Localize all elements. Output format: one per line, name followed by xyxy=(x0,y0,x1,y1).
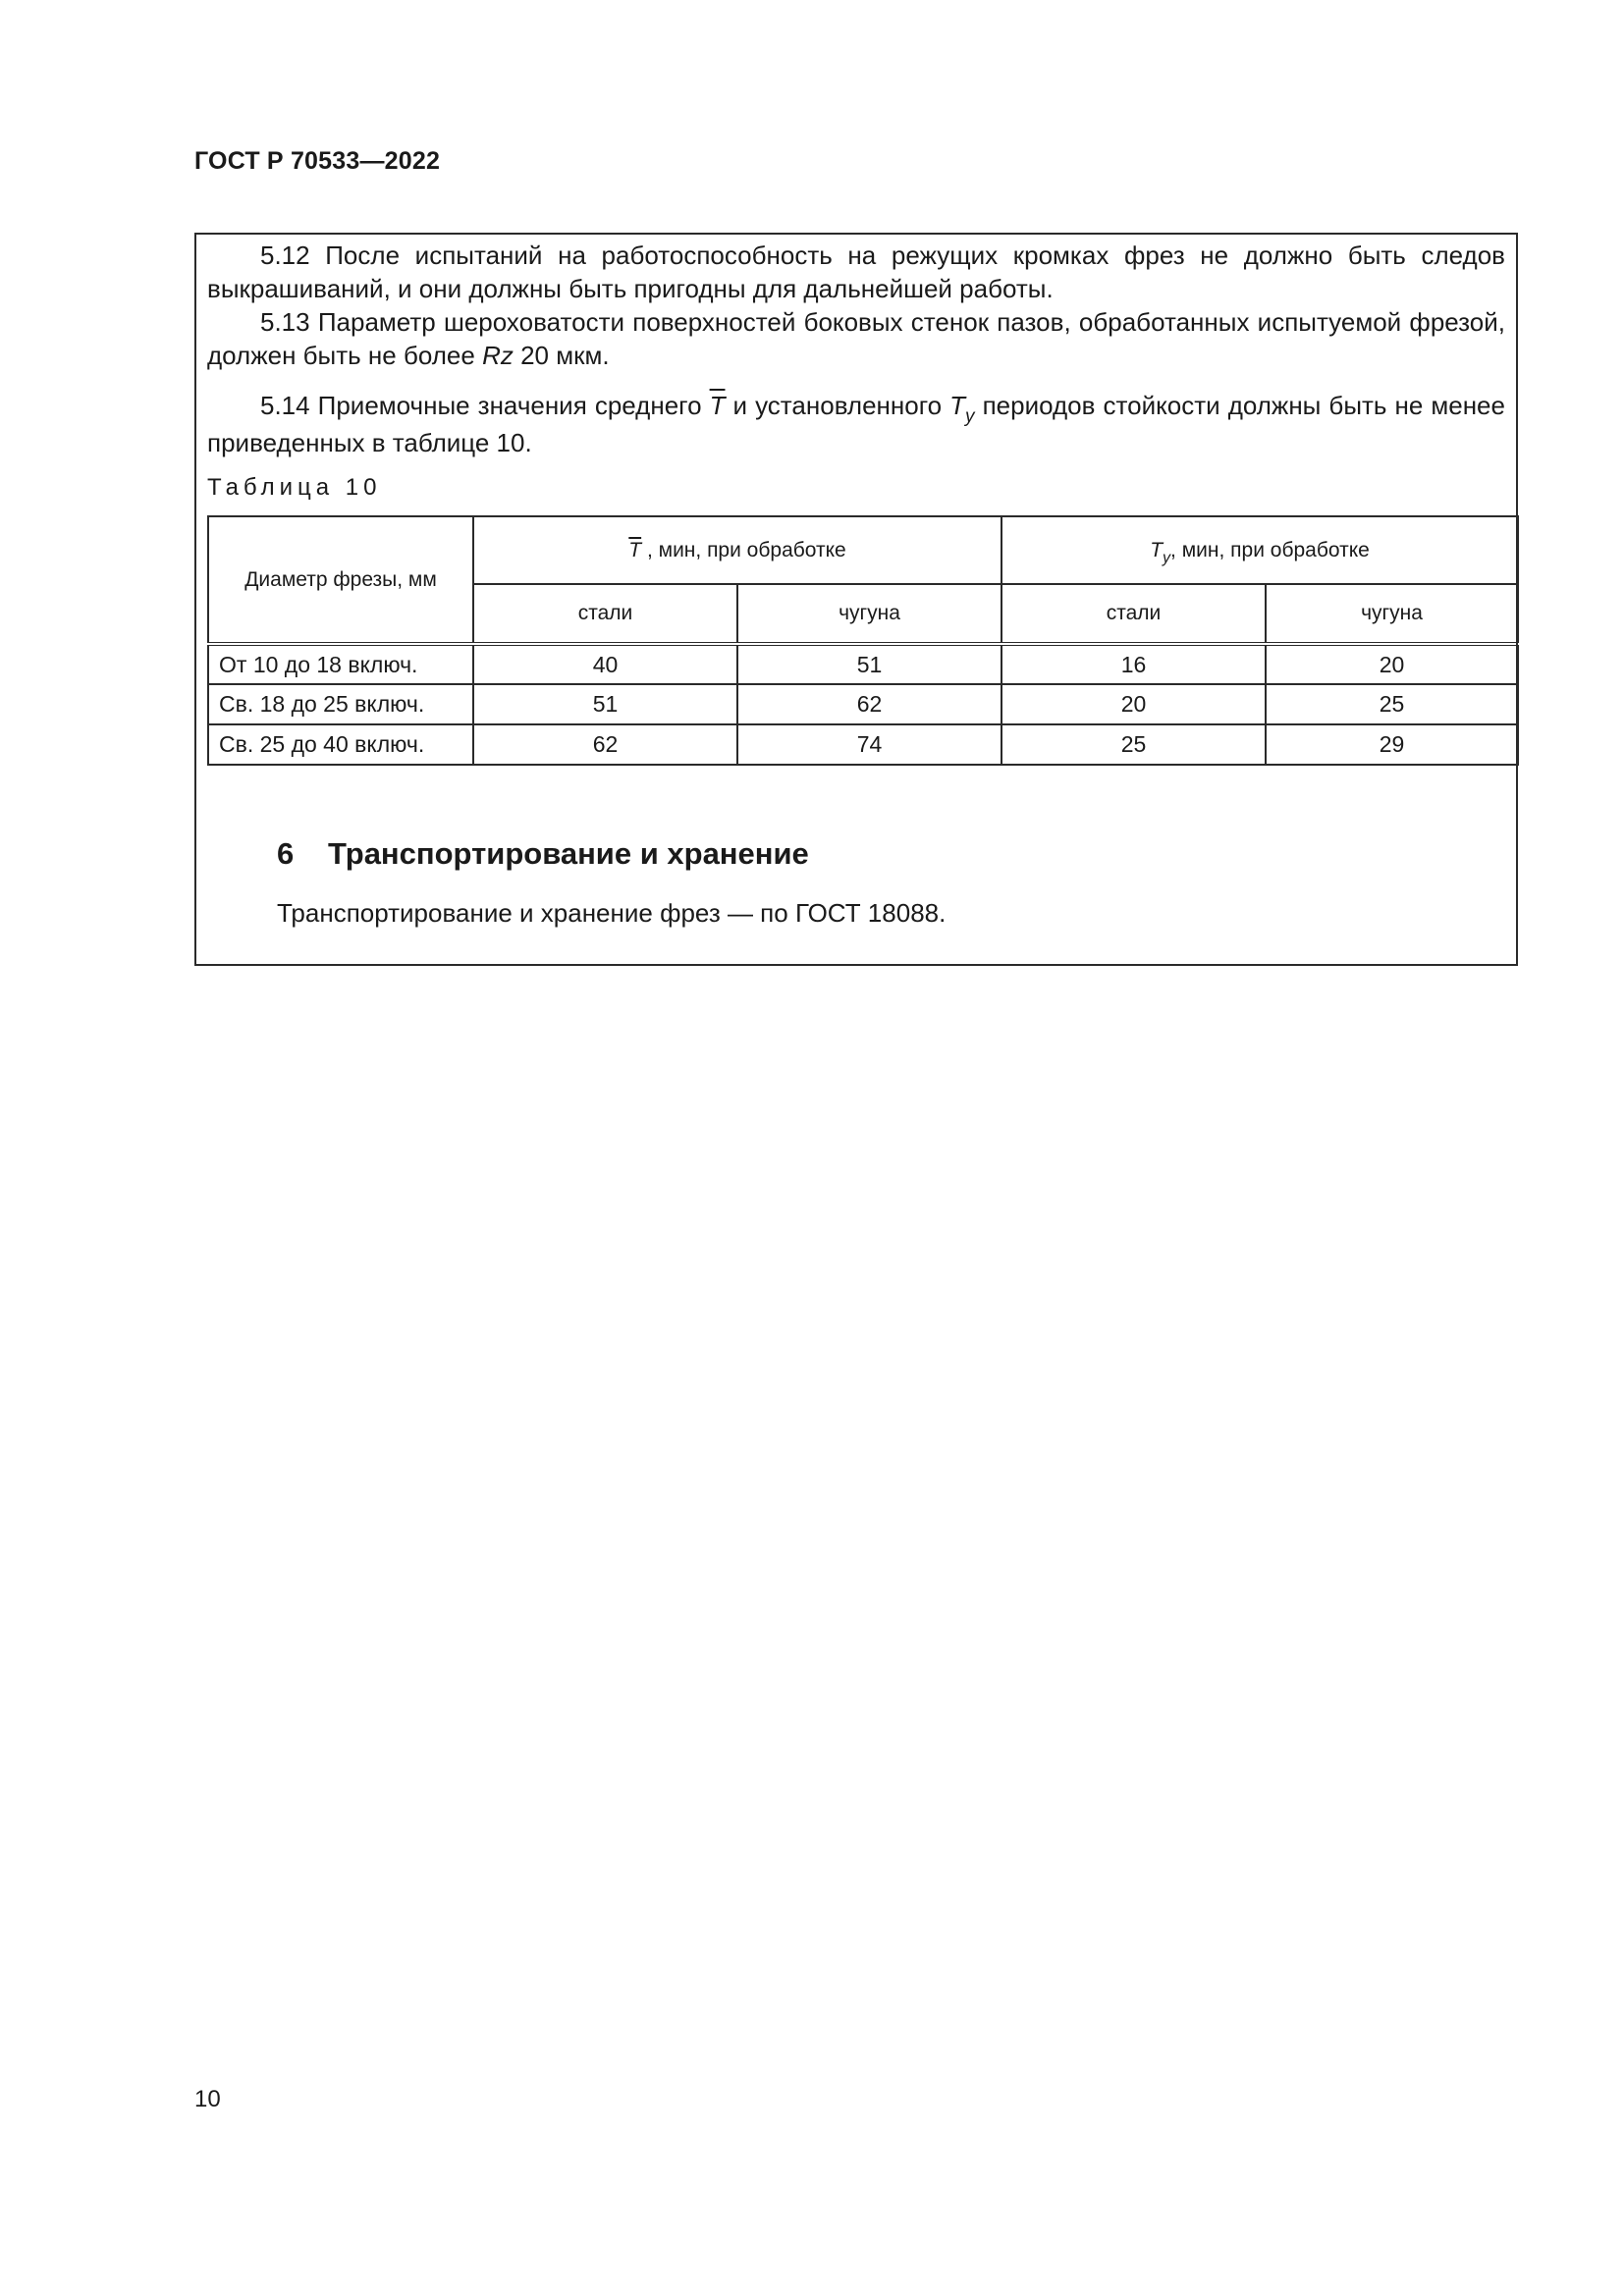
cell-t-iron: 51 xyxy=(737,644,1001,684)
header-t-mean-var: $\overline{T}$ xyxy=(628,538,642,561)
cell-diameter: Св. 25 до 40 включ. xyxy=(208,724,473,765)
paragraph-5-14-text-b: и установленного xyxy=(725,391,950,420)
table-row xyxy=(208,644,1518,684)
header-ty-var: T xyxy=(1150,538,1164,561)
paragraph-5-14-text-a: 5.14 Приемочные значения среднего xyxy=(260,391,710,420)
paragraph-5-13-text-after: 20 мкм. xyxy=(513,341,610,370)
cell-ty-steel: 16 xyxy=(1001,644,1266,684)
section-6-number: 6 xyxy=(277,836,295,871)
cell-t-iron: 62 xyxy=(737,684,1001,724)
cell-t-steel: 62 xyxy=(473,724,737,765)
cell-diameter: Св. 18 до 25 включ. xyxy=(208,684,473,724)
cell-ty-iron: 20 xyxy=(1266,644,1518,684)
subheader-steel-1: стали xyxy=(473,584,737,644)
table-header-row xyxy=(208,516,1518,584)
ty-variable: T xyxy=(949,391,966,420)
paragraph-5-13-text-before: 5.13 Параметр шероховатости поверхностей боковых стенок пазов, обработанных испытуемой фрезой, должен быть не более xyxy=(207,307,1505,370)
paragraph-5-14 xyxy=(207,389,1505,459)
durability-table xyxy=(207,515,1519,766)
ty-subscript: y xyxy=(965,406,975,427)
table-row xyxy=(208,684,1518,724)
paragraph-5-12 xyxy=(207,239,1505,305)
header-diameter: Диаметр фрезы, мм xyxy=(208,516,473,644)
t-mean-variable: $\overline{T}$ xyxy=(709,391,726,420)
cell-ty-steel: 20 xyxy=(1001,684,1266,724)
section-6-title xyxy=(277,836,809,872)
subheader-iron-1: чугуна xyxy=(737,584,1001,644)
paragraph-5-14-text-c: периодов стойкости должны быть не менее приведенных в таблице 10. xyxy=(207,391,1505,457)
cell-ty-iron: 25 xyxy=(1266,684,1518,724)
cell-ty-steel: 25 xyxy=(1001,724,1266,765)
cell-ty-iron: 29 xyxy=(1266,724,1518,765)
header-ty xyxy=(1001,516,1518,584)
header-ty-sub: y xyxy=(1163,549,1171,566)
header-ty-label: , мин, при обработке xyxy=(1170,538,1370,561)
paragraph-5-12-text: 5.12 После испытаний на работоспособность на режущих кромках фрез не должно быть следов выкрашиваний, и они должны быть пригодны для дальнейшей работы. xyxy=(207,240,1505,303)
subheader-iron-2: чугуна xyxy=(1266,584,1518,644)
document-header: ГОСТ Р 70533—2022 xyxy=(194,147,441,175)
section-6-title-text: Транспортирование и хранение xyxy=(328,836,809,871)
section-6-text: Транспортирование и хранение фрез — по ГОСТ 18088. xyxy=(277,898,947,928)
table-caption: Таблица 10 xyxy=(207,474,382,501)
rz-variable: Rz xyxy=(482,341,514,370)
cell-diameter: От 10 до 18 включ. xyxy=(208,644,473,684)
header-t-mean xyxy=(473,516,1001,584)
page-number: 10 xyxy=(194,2086,221,2112)
cell-t-iron: 74 xyxy=(737,724,1001,765)
table-row xyxy=(208,724,1518,765)
paragraph-5-13 xyxy=(207,305,1505,372)
cell-t-steel: 51 xyxy=(473,684,737,724)
header-t-mean-label: , мин, при обработке xyxy=(641,538,846,561)
cell-t-steel: 40 xyxy=(473,644,737,684)
subheader-steel-2: стали xyxy=(1001,584,1266,644)
